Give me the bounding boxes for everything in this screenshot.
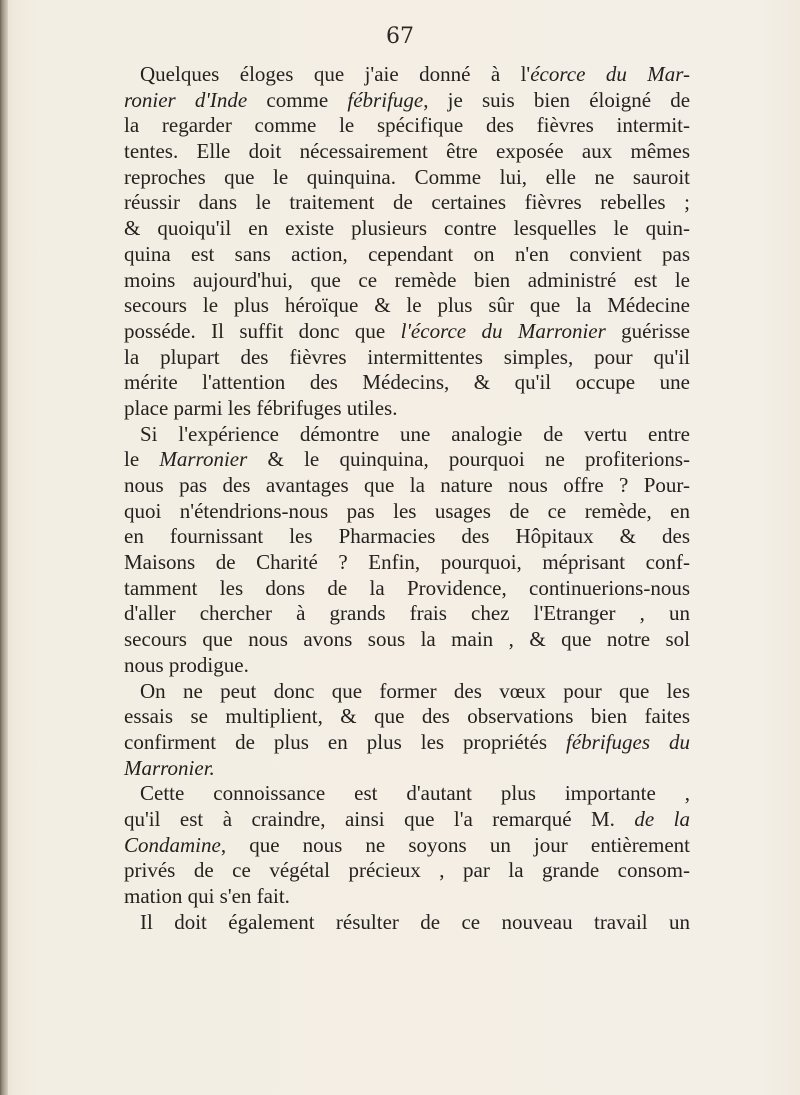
- text-line: [124, 756, 690, 782]
- text-line: [124, 370, 690, 396]
- page-text: [124, 62, 690, 935]
- line-text: On ne peut donc que former des vœux pour que les: [140, 678, 690, 703]
- text-line: [124, 601, 690, 627]
- text-line: [124, 113, 690, 139]
- text-line: [124, 807, 690, 833]
- text-line: [124, 781, 690, 807]
- text-line: [124, 447, 690, 473]
- italic-text: Marronier.: [124, 755, 215, 780]
- text-line: [124, 422, 690, 448]
- line-text: le: [124, 447, 160, 472]
- text-line: [124, 730, 690, 756]
- line-text: Il doit également résulter de ce nouveau travail un: [140, 909, 690, 934]
- italic-text: l'écorce du Marronier: [400, 318, 606, 343]
- italic-text: écorce du Mar-: [530, 62, 690, 86]
- line-text: privés de ce végétal précieux , par la grande consom-: [124, 858, 690, 883]
- text-line: [124, 524, 690, 550]
- line-text: Maisons de Charité ? Enfin, pourquoi, méprisant conf-: [124, 550, 690, 575]
- line-text: mation qui s'en fait.: [124, 884, 290, 908]
- line-text: posséde. Il suffit donc que: [124, 318, 401, 343]
- text-line: [124, 268, 690, 294]
- line-text: qu'il est à craindre, ainsi que l'a remarqué M.: [124, 806, 635, 831]
- text-line: [124, 833, 690, 859]
- text-line: [124, 319, 690, 345]
- line-text: quoi n'étendrions-nous pas les usages de ce remède, en: [124, 498, 690, 523]
- text-line: [124, 884, 690, 910]
- text-line: [124, 473, 690, 499]
- line-text: nous prodigue.: [124, 652, 249, 677]
- text-line: [124, 576, 690, 602]
- line-text: secours que nous avons sous la main , & que notre sol: [124, 627, 690, 652]
- line-text: moins aujourd'hui, que ce remède bien administré est le: [124, 267, 690, 292]
- line-text: & le quinquina, pourquoi ne profiterions-: [247, 447, 690, 472]
- text-line: [124, 139, 690, 165]
- line-text: tentes. Elle doit nécessairement être exposée aux mêmes: [124, 139, 690, 164]
- line-text: d'aller chercher à grands frais chez l'Etranger , un: [124, 601, 690, 626]
- line-text: , que nous ne soyons un jour entièrement: [220, 832, 690, 857]
- text-line: [124, 242, 690, 268]
- line-text: la regarder comme le spécifique des fièvres intermit-: [124, 113, 690, 138]
- text-line: [124, 293, 690, 319]
- text-line: [124, 550, 690, 576]
- line-text: , je suis bien éloigné de: [423, 87, 691, 112]
- text-line: [124, 216, 690, 242]
- line-text: en fournissant les Pharmacies des Hôpitaux & des: [124, 524, 690, 549]
- page-number: 67: [386, 24, 414, 49]
- italic-text: ronier d'Inde: [124, 87, 248, 112]
- italic-text: fébrifuge: [347, 87, 424, 112]
- text-line: [124, 499, 690, 525]
- italic-text: fébrifuges du: [566, 729, 690, 754]
- line-text: confirment de plus en plus les propriétés: [124, 729, 567, 754]
- line-text: nous pas des avantages que la nature nous offre ? Pour-: [124, 473, 690, 497]
- line-text: essais se multiplient, & que des observations bien faites: [124, 704, 690, 729]
- line-text: Quelques éloges que j'aie donné à l': [140, 62, 531, 86]
- line-text: reproches que le quinquina. Comme lui, elle ne sauroit: [124, 164, 690, 189]
- text-line: [124, 858, 690, 884]
- line-text: guérisse: [605, 318, 690, 343]
- text-line: [124, 165, 690, 191]
- text-line: [124, 88, 690, 114]
- italic-text: Marronier: [159, 447, 248, 472]
- page-binding-edge: [0, 0, 8, 1095]
- line-text: Si l'expérience démontre une analogie de vertu entre: [140, 421, 690, 446]
- text-line: [124, 62, 690, 88]
- line-text: tamment les dons de la Providence, continuerions-nous: [124, 575, 690, 600]
- line-text: mérite l'attention des Médecins, & qu'il occupe une: [124, 370, 690, 395]
- text-line: [124, 679, 690, 705]
- line-text: comme: [247, 87, 348, 112]
- text-line: [124, 627, 690, 653]
- line-text: & quoiqu'il en existe plusieurs contre lesquelles le quin-: [124, 216, 690, 241]
- line-text: secours le plus héroïque & le plus sûr que la Médecine: [124, 293, 690, 318]
- text-line: [124, 653, 690, 679]
- line-text: quina est sans action, cependant on n'en convient pas: [124, 241, 690, 266]
- italic-text: Condamine: [124, 832, 221, 857]
- text-line: [124, 345, 690, 371]
- line-text: la plupart des fièvres intermittentes simples, pour qu'il: [124, 344, 690, 369]
- text-line: [124, 910, 690, 936]
- text-line: [124, 704, 690, 730]
- text-line: [124, 190, 690, 216]
- text-line: [124, 396, 690, 422]
- line-text: place parmi les fébrifuges utiles.: [124, 395, 398, 420]
- italic-text: de la: [634, 806, 691, 831]
- line-text: Cette connoissance est d'autant plus importante ,: [140, 781, 690, 806]
- line-text: réussir dans le traitement de certaines fièvres rebelles ;: [124, 190, 690, 215]
